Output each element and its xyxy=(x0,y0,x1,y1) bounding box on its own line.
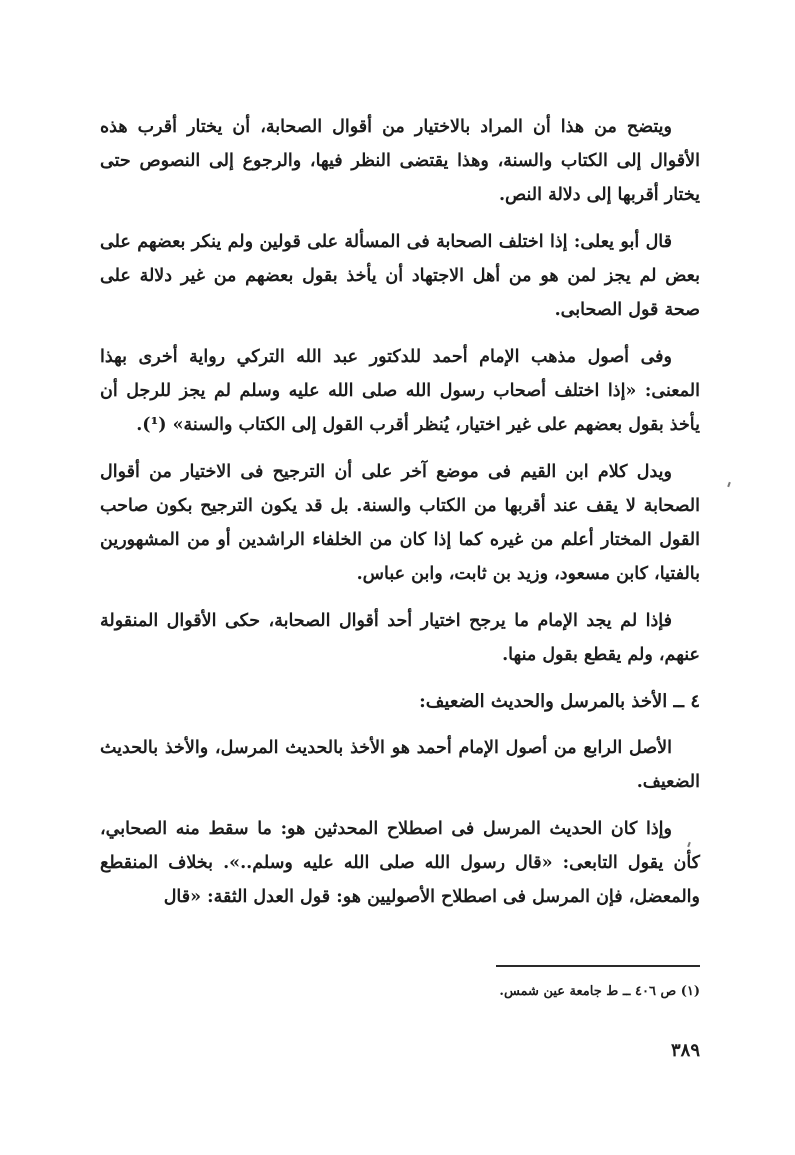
footnote: (١) ص ٤٠٦ ــ ط جامعة عين شمس. xyxy=(499,984,700,999)
section-heading: ٤ ــ الأخذ بالمرسل والحديث الضعيف: xyxy=(419,691,700,712)
paragraph-6: الأصل الرابع من أصول الإمام أحمد هو الأخذ بالحديث المرسل، والأخذ بالحديث الضعيف. xyxy=(100,738,700,792)
main-text xyxy=(100,110,700,927)
paragraph-3: وفى أصول مذهب الإمام أحمد للدكتور عبد الله التركي رواية أخرى بهذا المعنى: «إذا اختلف أصحاب رسول الله صلى الله عليه وسلم لم يجز للرجل أن يأخذ بقول بعضهم على غير اختيار، يُنظر أقرب القول إلى الكتاب والسنة» (¹). xyxy=(100,347,700,435)
paragraph-2: قال أبو يعلى: إذا اختلف الصحابة فى المسألة على قولين ولم ينكر بعضهم على بعض لم يجز لمن هو من أهل الاجتهاد أن يأخذ بقول بعضهم من غير دلالة على صحة قول الصحابى. xyxy=(100,232,700,320)
paragraph-7: وإذا كان الحديث المرسل فى اصطلاح المحدثين هو: ما سقط منه الصحابي، كأن يقول التابعى: «قال رسول الله صلى الله عليه وسلم..». بخلاف المنقطع والمعضل، فإن المرسل فى اصطلاح الأصوليين هو: قول العدل الثقة: «قال xyxy=(100,819,700,907)
paragraph-5: فإذا لم يجد الإمام ما يرجح اختيار أحد أقوال الصحابة، حكى الأقوال المنقولة عنهم، ولم يقطع بقول منها. xyxy=(100,611,700,665)
footnote-divider xyxy=(496,965,700,967)
scan-speck xyxy=(727,482,731,487)
paragraph-1: ويتضح من هذا أن المراد بالاختيار من أقوال الصحابة، أن يختار أقرب هذه الأقوال إلى الكتاب والسنة، وهذا يقتضى النظر فيها، والرجوع إلى النصوص حتى يختار أقربها إلى دلالة النص. xyxy=(100,117,700,205)
paragraph-4: ويدل كلام ابن القيم فى موضع آخر على أن الترجيح فى الاختيار من أقوال الصحابة لا يقف عند أقربها من الكتاب والسنة. بل قد يكون الترجيح بكون صاحب القول المختار أعلم من غيره كما إذا كان من الخلفاء الراشدين أو من المشهورين بالفتيا، كابن مسعود، وزيد بن ثابت، وابن عباس. xyxy=(100,462,700,584)
page-number: ٣٨٩ xyxy=(670,1040,700,1061)
